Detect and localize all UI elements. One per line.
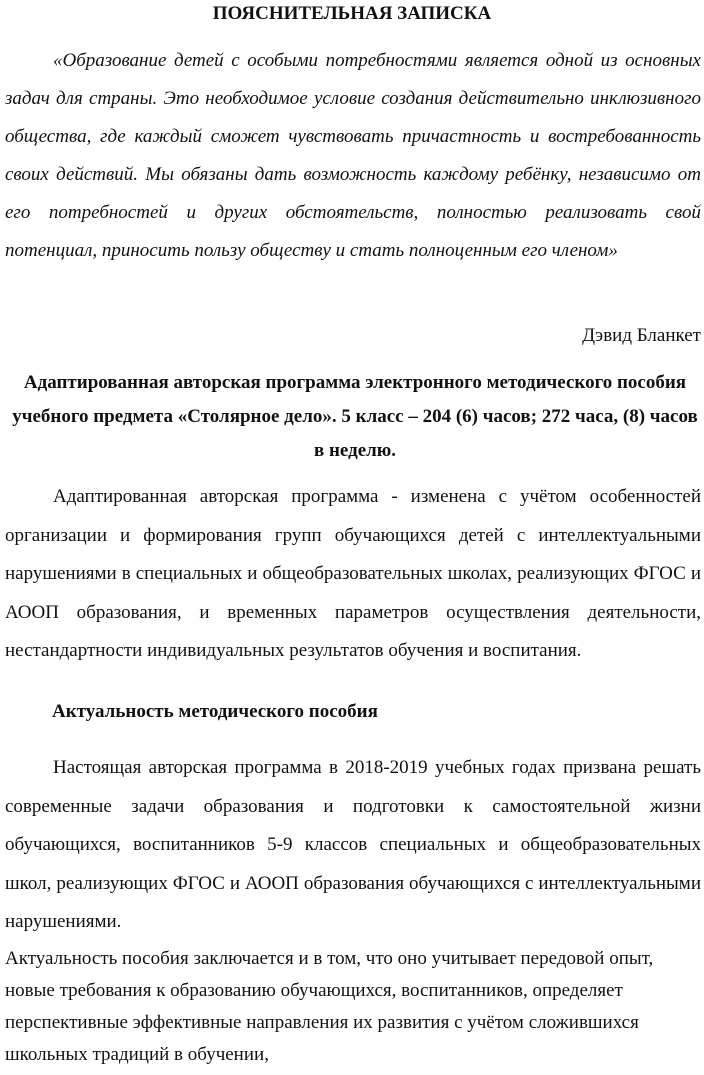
epigraph-quote: «Образование детей с особыми потребностями является одной из основных задач для страны. Это необходимое условие создания действительно инклюзивного общества, где каждый сможет чувствовать причастность и востребованность своих действий. Мы обязаны дать возможность каждому ребёнку, независимо от его потребностей и других обстоятельств, полностью реализовать свой потенциал, приносить пользу обществу и стать полноценным его членом» xyxy=(5,50,701,261)
paragraph-relevance: Актуальность пособия заключается и в том, что оно учитывает передовой опыт, новые требования к образованию обучающихся, воспитанников, определяет перспективные эффективные направления их развития с учётом сложившихся школьных традиций в обучении, xyxy=(5,948,654,1065)
paragraph-program-purpose: Настоящая авторская программа в 2018-2019 учебных годах призвана решать современные задачи образования и подготовки к самостоятельной жизни обучающихся, воспитанников 5-9 классов специальных и общеобразовательных школ, реализующих ФГОС и АООП образования обучающихся с интеллектуальными нарушениями. xyxy=(5,757,701,932)
section-heading-relevance: Актуальность методического пособия xyxy=(52,701,378,722)
document-title: ПОЯСНИТЕЛЬНАЯ ЗАПИСКА xyxy=(212,3,492,24)
program-heading: Адаптированная авторская программа электронного методического пособия учебного предмета «Столярное дело». 5 класс – 204 (6) часов; 272 часа, (8) часов в неделю. xyxy=(12,372,698,461)
paragraph-program-description: Адаптированная авторская программа - изменена с учётом особенностей организации и формирования групп обучающихся детей с интеллектуальными нарушениями в специальных и общеобразовательных школах, реализующих ФГОС и АООП образования, и временных параметров осуществления деятельности, нестандартности индивидуальных результатов обучения и воспитания. xyxy=(5,486,701,661)
epigraph-author: Дэвид Бланкет xyxy=(582,325,701,346)
